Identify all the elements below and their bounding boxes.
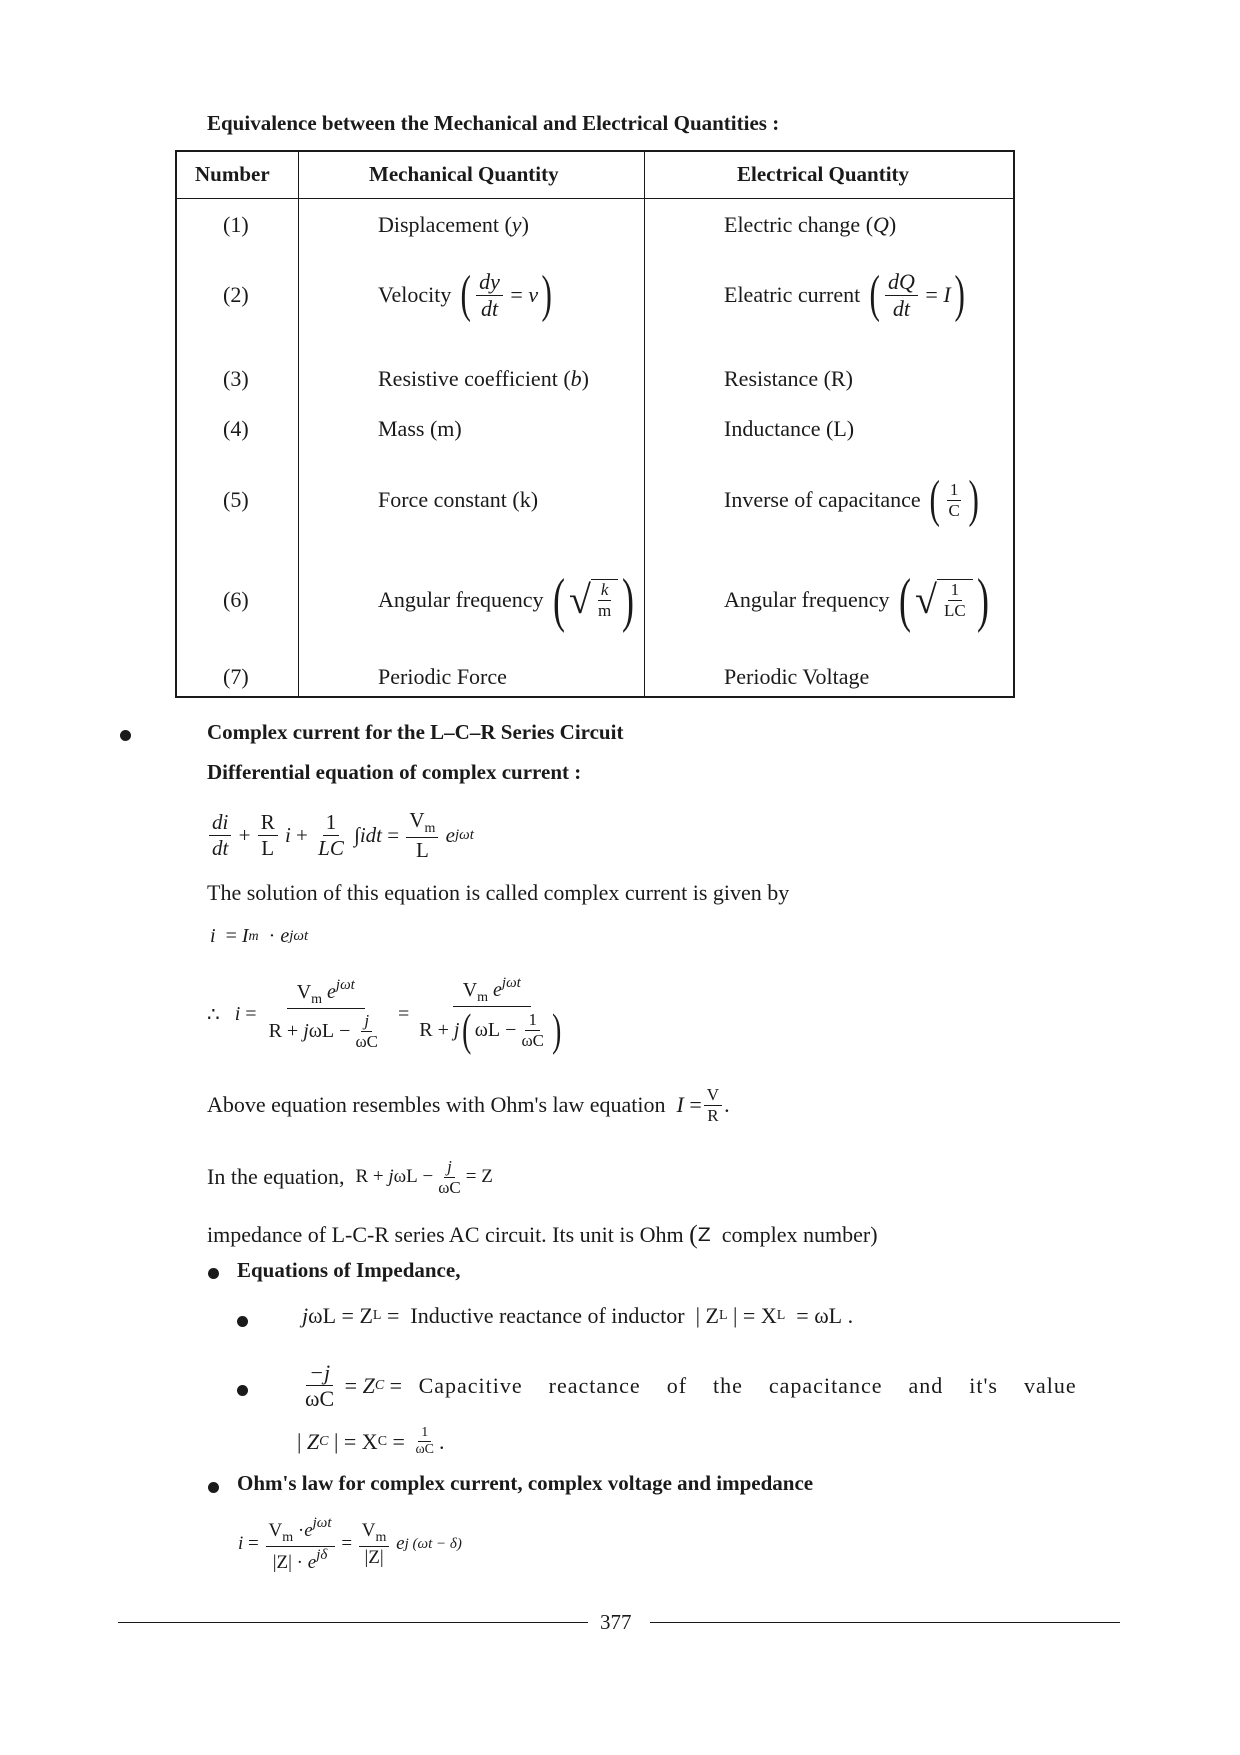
impedance-text: impedance of L-C-R series AC circuit. Its unit is Ohm ( Z complex number)	[207, 1220, 878, 1249]
bullet-icon	[237, 1385, 248, 1396]
capacitive-reactance-equation: $\frac{-j}{\omega C}$ = Z C = Capacitive reactance of the capacitance and it's value	[305, 1360, 1077, 1412]
impedance-equation: In the equation, R + jωL − $\frac{j}{\omega C}$ = Z	[207, 1157, 493, 1197]
header-mechanical: Mechanical Quantity	[369, 162, 559, 186]
table-title: Equivalence between the Mechanical and Electrical Quantities :	[207, 111, 780, 135]
row4-mechanical: Mass ( m )	[378, 416, 462, 441]
ohm-complex-equation: i = $\frac{V_m \cdot e^{j\omega t}}{|Z| \cdot e^{j\delta}}$ = $\frac{V_m}{|Z|}$ e j (ωt − δ)	[238, 1515, 462, 1574]
header-electrical: Electrical Quantity	[737, 162, 910, 186]
row1-electrical: Electric change ( Q )	[724, 212, 897, 237]
differential-equation: $\frac{di}{dt}$ + $\frac{R}{L}$ i + $\frac{1}{LC}$ ∫idt = $\frac{V_m}{L}$ e jωt	[207, 808, 474, 862]
row3-electrical: Resistance ( R )	[724, 366, 853, 391]
impedance-equations-heading: Equations of Impedance,	[237, 1258, 461, 1282]
row2-electrical: Eleatric current ( $\frac{dQ}{dt}$ = I )	[724, 266, 965, 323]
footer-rule-right	[650, 1622, 1120, 1623]
bullet-icon	[237, 1316, 248, 1327]
row2-mechanical: Velocity ( $\frac{dy}{dt}$ = v )	[378, 266, 552, 323]
row4-number: (4)	[223, 416, 249, 441]
bullet-icon	[208, 1268, 219, 1279]
page-number: 377	[600, 1610, 632, 1634]
row6-number: (6)	[223, 587, 249, 612]
solution-text: The solution of this equation is called complex current is given by	[207, 880, 790, 905]
footer-rule-left	[118, 1622, 588, 1623]
equivalence-table	[175, 150, 1015, 698]
row7-mechanical: Periodic Force	[378, 664, 507, 689]
bullet-icon	[208, 1482, 219, 1493]
ohm-complex-heading: Ohm's law for complex current, complex voltage and impedance	[237, 1471, 814, 1495]
row4-electrical: Inductance ( L )	[724, 416, 855, 441]
row5-mechanical: Force constant ( k )	[378, 487, 539, 512]
row1-number: (1)	[223, 212, 249, 237]
row5-electrical: Inverse of capacitance ( $\frac{1}{C}$ )	[724, 471, 979, 528]
row1-mechanical: Displacement ( y )	[378, 212, 529, 237]
row6-electrical: Angular frequency ( √ $\frac{1}{LC}$ )	[724, 567, 989, 633]
ohm-law-text: Above equation resembles with Ohm's law equation I = $\frac{V}{R}$ .	[207, 1085, 730, 1125]
row7-electrical: Periodic Voltage	[724, 664, 870, 689]
capacitive-reactance-value: | Z C | = X C = $\frac{1}{\omega C}$ .	[297, 1425, 445, 1458]
inductive-reactance-equation: j ωL = Z L = Inductive reactance of inductor | Z L | = X L = ωL .	[302, 1303, 854, 1328]
header-number: Number	[195, 162, 270, 186]
section-heading: Complex current for the L–C–R Series Circuit	[207, 720, 624, 744]
row3-number: (3)	[223, 366, 249, 391]
complex-current-equation: i = I m · e jωt	[210, 925, 309, 947]
bullet-icon	[120, 730, 131, 741]
complex-current-expanded: ∴ i = $V_m$ $e^{j\omega t}$ R + j ωL − $\frac{j}{\omega C}$ = $V_m$ $e^{j\omega t}$ R + j ( ωL − $\frac{1}{\omega C}$ )	[207, 975, 562, 1056]
row7-number: (7)	[223, 664, 249, 689]
section-subheading: Differential equation of complex current :	[207, 760, 582, 784]
row2-number: (2)	[223, 282, 249, 307]
row3-mechanical: Resistive coefficient ( b )	[378, 366, 589, 391]
row5-number: (5)	[223, 487, 249, 512]
row6-mechanical: Angular frequency ( √ $\frac{k}{m}$ )	[378, 567, 635, 633]
